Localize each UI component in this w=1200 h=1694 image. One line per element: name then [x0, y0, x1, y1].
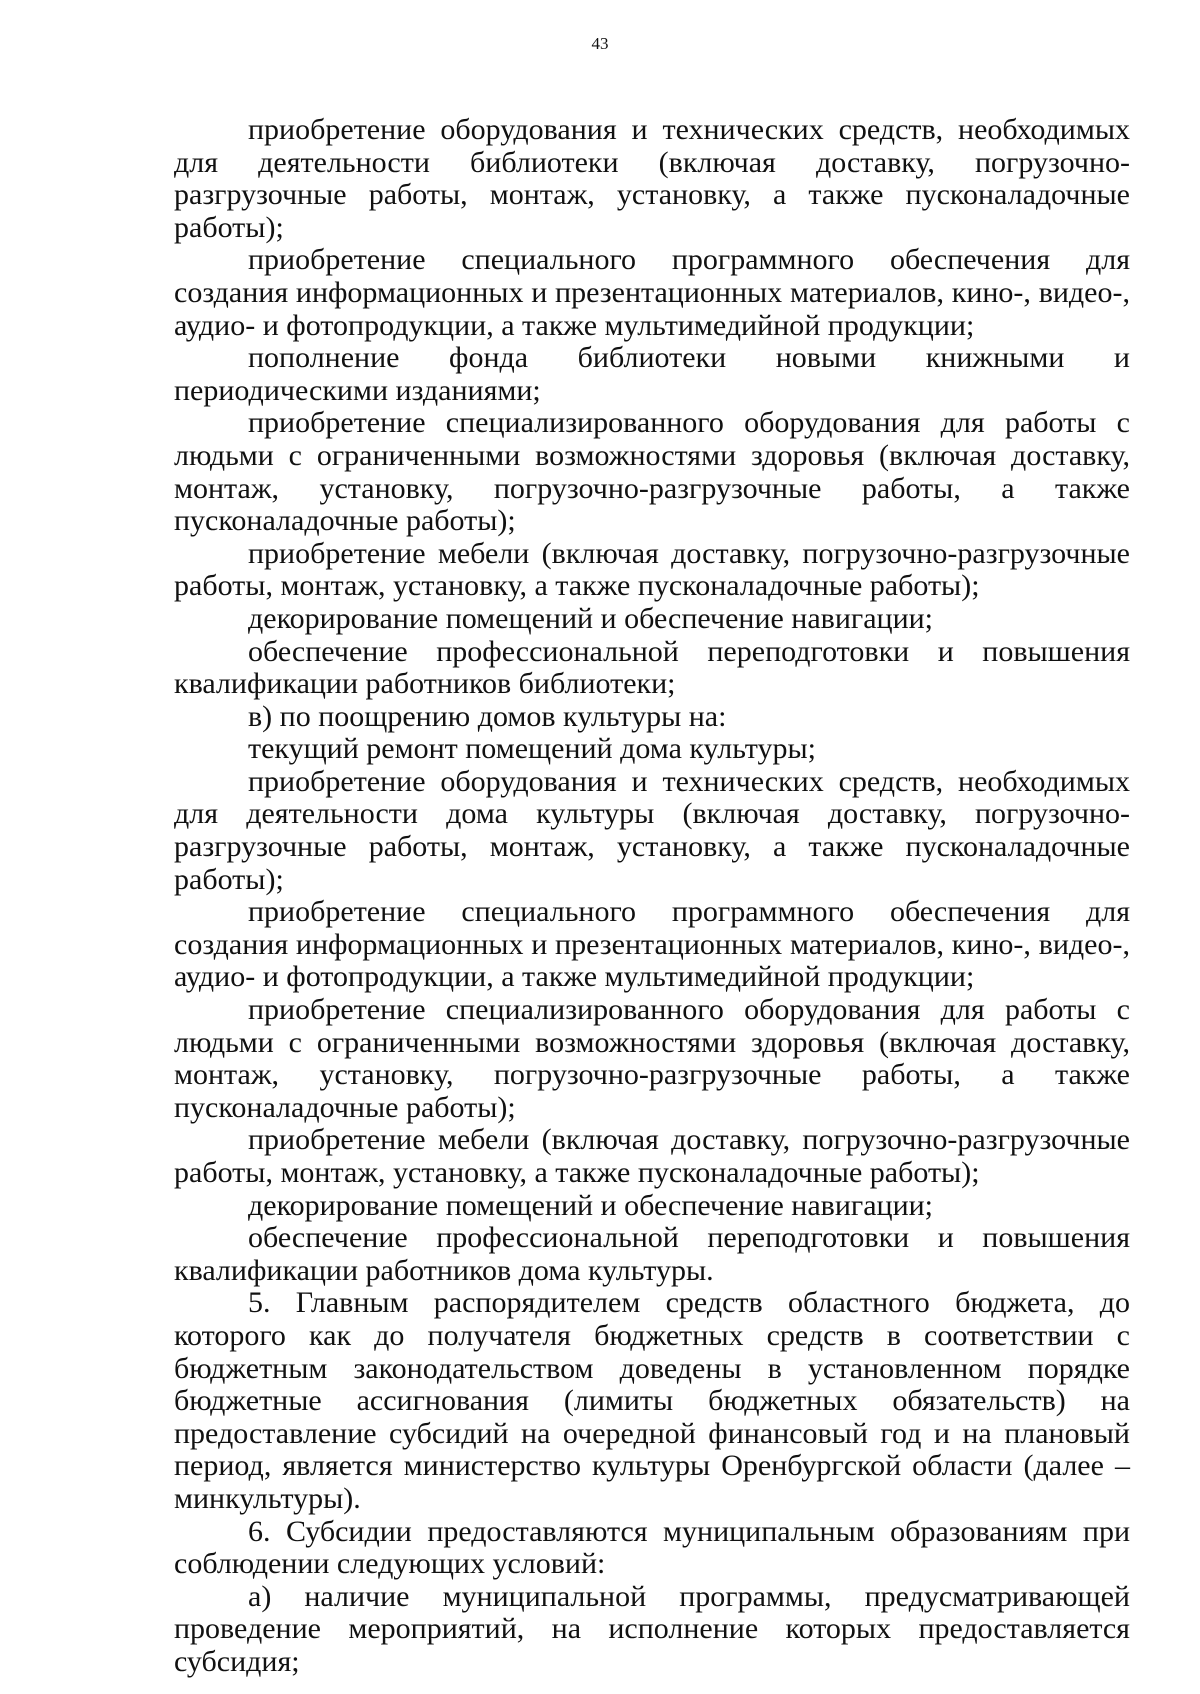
paragraph: 6. Субсидии предоставляются муниципальным образованиям при соблюдении следующих условий: [174, 1514, 1130, 1581]
paragraph: приобретение специализированного оборудования для работы с людьми с ограниченными возможностями здоровья (включая доставку, монтаж, установку, погрузочно-разгрузочные работы, а также пусконаладочные работы); [174, 406, 1130, 538]
paragraph: приобретение оборудования и технических средств, необходимых для деятельности библиотеки (включая доставку, погрузочно-разгрузочные работы, монтаж, установку, а также пусконаладочные работы); [174, 113, 1130, 244]
paragraph: приобретение мебели (включая доставку, погрузочно-разгрузочные работы, монтаж, установку, а также пусконаладочные работы); [174, 536, 1130, 603]
paragraph: декорирование помещений и обеспечение навигации; [248, 601, 934, 635]
paragraph: обеспечение профессиональной переподготовки и повышения квалификации работников дома культуры. [174, 1221, 1130, 1287]
paragraph: приобретение специализированного оборудования для работы с людьми с ограниченными возможностями здоровья (включая доставку, монтаж, установку, погрузочно-разгрузочные работы, а также пусконаладочные работы); [174, 993, 1130, 1124]
paragraph: декорирование помещений и обеспечение навигации; [248, 1188, 934, 1222]
paragraph: приобретение специального программного обеспечения для создания информационных и презентационных материалов, кино-, видео-, аудио- и фотопродукции, а также мультимедийной продукции; [174, 243, 1130, 342]
paragraph: приобретение оборудования и технических средств, необходимых для деятельности дома культуры (включая доставку, погрузочно-разгрузочные работы, монтаж, установку, а также пусконаладочные работы); [174, 764, 1130, 896]
paragraph: а) наличие муниципальной программы, предусматривающей проведение мероприятий, на исполнение которых предоставляется субсидия; [174, 1579, 1130, 1678]
paragraph: текущий ремонт помещений дома культуры; [248, 732, 816, 766]
document-body [174, 114, 1130, 1679]
page-number: 43 [591, 34, 609, 53]
paragraph: приобретение мебели (включая доставку, погрузочно-разгрузочные работы, монтаж, установку, а также пусконаладочные работы); [174, 1123, 1130, 1189]
paragraph: приобретение специального программного обеспечения для создания информационных и презентационных материалов, кино-, видео-, аудио- и фотопродукции, а также мультимедийной продукции; [174, 895, 1130, 994]
paragraph: в) по поощрению домов культуры на: [248, 699, 727, 733]
paragraph: пополнение фонда библиотеки новыми книжными и периодическими изданиями; [174, 341, 1130, 407]
paragraph: 5. Главным распорядителем средств областного бюджета, до которого как до получателя бюджетных средств в соответствии с бюджетным законодательством доведены в установленном порядке бюджетные ассигнования (лимиты бюджетных обязательств) на предоставление субсидий на очередной финансовый год и на плановый период, является министерство культуры Оренбургской области (далее – минкультуры). [174, 1286, 1130, 1515]
paragraph: обеспечение профессиональной переподготовки и повышения квалификации работников библиотеки; [174, 634, 1130, 701]
